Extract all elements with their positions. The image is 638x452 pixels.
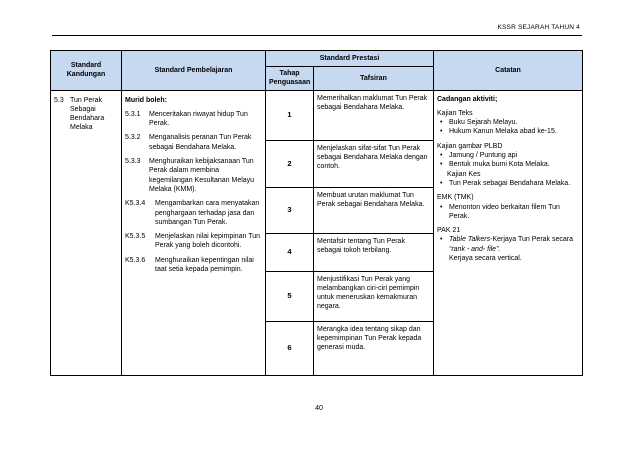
learning-text: Menjelaskan nilai kepimpinan Tun Perak yang boleh dicontohi. <box>155 233 261 250</box>
curriculum-table <box>50 50 583 376</box>
header-tahap-penguasaan: Tahap Penguasaan <box>266 67 314 91</box>
pak-text: -Kerjaya Tun Perak secara <box>490 236 573 244</box>
catatan-title: Cadangan aktiviti; <box>437 95 498 103</box>
learning-code: 5.3.1 <box>125 110 141 118</box>
learning-code: 5.3.3 <box>125 158 141 166</box>
list-item <box>125 133 262 152</box>
list-item: • Tun Perak sebagai Bendahara Melaka. <box>449 179 579 188</box>
learning-code: K5.3.4 <box>125 200 146 208</box>
emk-list <box>437 203 579 222</box>
pak-quote: “rank - and- file”. <box>449 245 501 253</box>
kajian-kes-label: Kajian Kes <box>447 170 481 178</box>
standard-pembelajaran-title: Murid boleh: <box>125 96 167 104</box>
tafsiran-4: Mentafsir tentang Tun Perak sebagai tokoh terbilang. <box>314 233 434 271</box>
document-header: KSSR SEJARAH TAHUN 4 <box>497 24 580 31</box>
list-item <box>125 256 262 275</box>
list-item <box>125 232 262 251</box>
emk-label: EMK (TMK) <box>437 194 474 202</box>
tahap-3: 3 <box>266 187 314 233</box>
learning-text: Menghuraikan kepentingan nilai taat setia kepada pemimpin. <box>155 256 254 274</box>
kajian-gambar-label: Kajian gambar PLBD <box>437 142 503 150</box>
standard-pembelajaran-cell <box>122 90 266 375</box>
catatan-cell <box>434 90 583 375</box>
tafsiran-6: Merangka idea tentang sikap dan kepemimpinan Tun Perak kepada generasi muda. <box>314 321 434 375</box>
list-item: • Buku Sejarah Melayu. <box>449 118 579 127</box>
tafsiran-3: Membuat urutan maklumat Tun Perak sebagai Bendahara Melaka. <box>314 187 434 233</box>
list-item <box>125 157 262 194</box>
list-item: • Hukum Kanun Melaka abad ke-15. <box>449 127 579 136</box>
list-item <box>449 235 579 263</box>
learning-text: Menceritakan riwayat hidup Tun Perak. <box>149 110 248 128</box>
header-standard-kandungan: Standard Kandungan <box>51 51 122 91</box>
list-item <box>125 199 262 227</box>
standard-kandungan-text: Tun Perak Sebagai Bendahara Melaka <box>70 96 105 132</box>
learning-text: Menghuraikan kebijaksanaan Tun Perak dalam membina kegemilangan Kesultanan Melayu Melaka (KMM). <box>149 158 255 193</box>
pak-table-talkers: Table Talkers <box>449 236 491 244</box>
learning-code: 5.3.2 <box>125 134 141 142</box>
tahap-1: 1 <box>266 90 314 140</box>
kajian-gambar-list <box>437 151 579 170</box>
list-item: • Menonton video berkaitan filem Tun Perak. <box>449 203 579 222</box>
header-rule <box>52 35 582 36</box>
pak-text-2: Kerjaya secara vertical. <box>449 255 522 263</box>
learning-text: Mengambarkan cara menyatakan penghargaan terhadap jasa dan sumbangan Tun Perak. <box>155 200 260 226</box>
header-standard-pembelajaran: Standard Pembelajaran <box>122 51 266 91</box>
standard-kandungan-cell <box>51 90 122 375</box>
pak-list <box>437 235 579 263</box>
learning-code: K5.3.6 <box>125 256 146 264</box>
kajian-teks-label: Kajian Teks <box>437 109 473 117</box>
tahap-6: 6 <box>266 321 314 375</box>
list-item: • Bentuk muka bumi Kota Melaka. <box>449 160 579 169</box>
tahap-5: 5 <box>266 271 314 321</box>
kajian-teks-list <box>437 118 579 137</box>
header-tafsiran: Tafsiran <box>314 67 434 91</box>
list-item: • Jamung / Puntung api <box>449 151 579 160</box>
learning-text: Menganalisis peranan Tun Perak sebagai Bendahara Melaka. <box>149 134 252 151</box>
header-catatan: Catatan <box>434 51 583 91</box>
tahap-4: 4 <box>266 233 314 271</box>
kajian-kes-list <box>437 179 579 188</box>
tafsiran-5: Menjustifikasi Tun Perak yang melambangkan ciri-ciri pemimpin untuk meneruskan kemakmuran negara. <box>314 271 434 321</box>
pak-label: PAK 21 <box>437 227 461 235</box>
page-number: 40 <box>315 405 323 412</box>
header-standard-prestasi: Standard Prestasi <box>266 51 434 67</box>
learning-code: K5.3.5 <box>125 233 146 241</box>
tafsiran-2: Menjelaskan sifat-sifat Tun Perak sebagai Bendahara Melaka dengan contoh. <box>314 140 434 187</box>
list-item <box>125 110 262 129</box>
standard-kandungan-number: 5.3 <box>54 96 64 104</box>
tahap-2: 2 <box>266 140 314 187</box>
tafsiran-1: Memerihalkan maklumat Tun Perak sebagai Bendahara Melaka. <box>314 90 434 140</box>
